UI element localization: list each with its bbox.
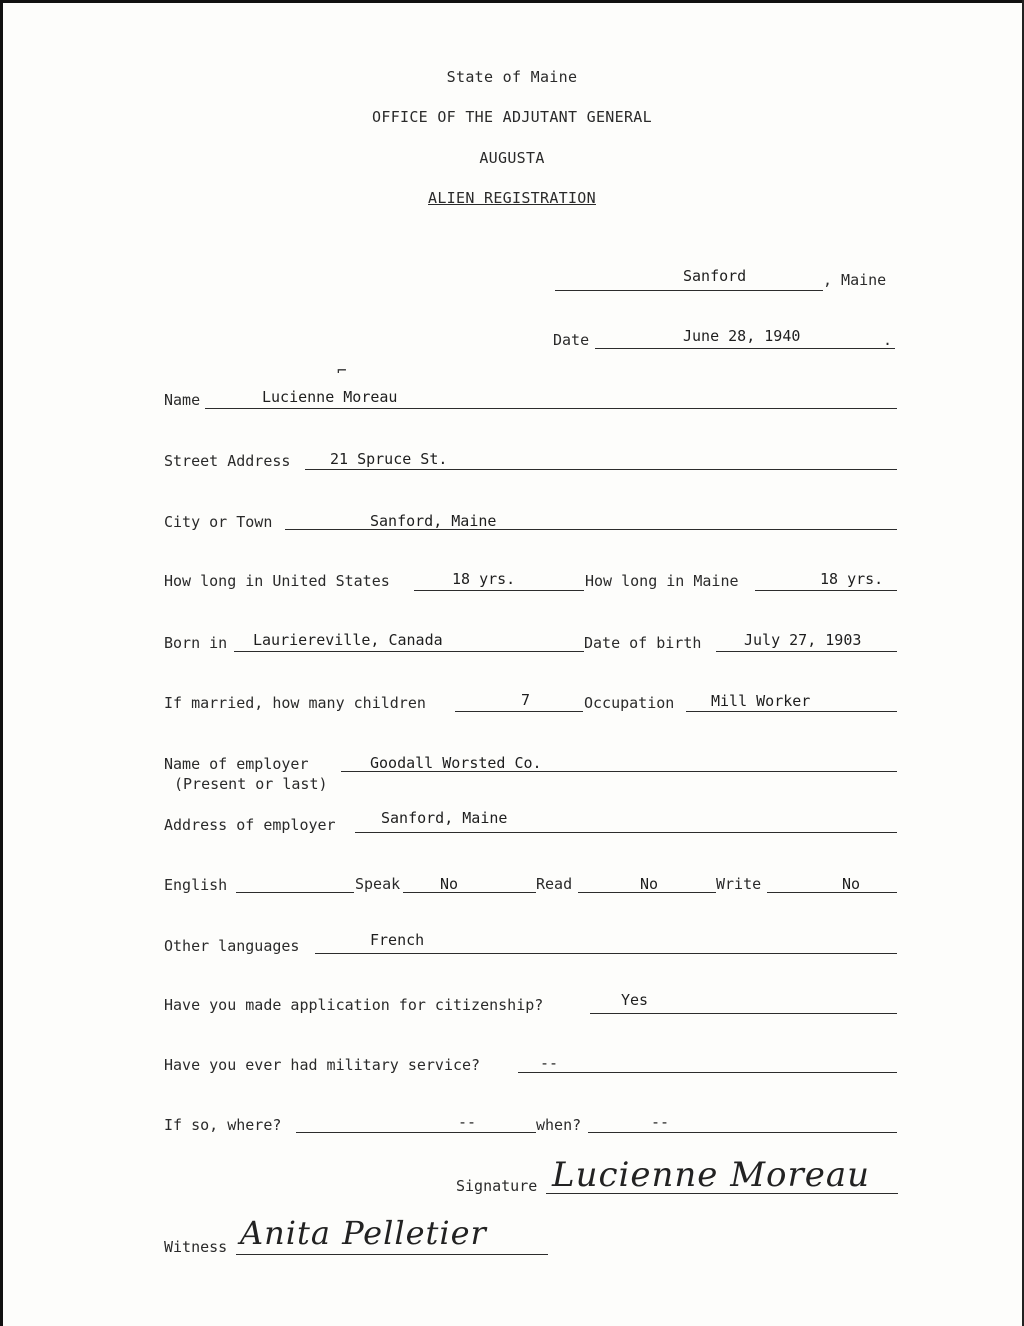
- read-value: No: [640, 875, 659, 893]
- employer-line: [341, 771, 897, 772]
- place-line: [555, 290, 823, 291]
- speak-value: No: [440, 875, 459, 893]
- header-city: AUGUSTA: [479, 149, 545, 167]
- maine-label: How long in Maine: [585, 572, 739, 590]
- signature-label: Signature: [456, 1177, 538, 1195]
- occupation-line: [686, 711, 897, 712]
- header-office: OFFICE OF THE ADJUTANT GENERAL: [372, 108, 652, 126]
- write-label: Write: [716, 875, 762, 893]
- signature-handwriting: Lucienne Moreau: [552, 1155, 871, 1195]
- handwritten-check-mark: ⌐: [337, 361, 347, 380]
- citizenship-label: Have you made application for citizenship?: [164, 996, 544, 1014]
- maine-value: 18 yrs.: [820, 570, 884, 588]
- when-label: when?: [536, 1116, 582, 1134]
- military-value: --: [540, 1054, 559, 1072]
- where-line: [296, 1132, 536, 1133]
- witness-line: [236, 1254, 548, 1255]
- name-line: [205, 408, 897, 409]
- street-label: Street Address: [164, 452, 291, 470]
- street-value: 21 Spruce St.: [330, 450, 448, 468]
- date-end: .: [883, 331, 893, 349]
- born-label: Born in: [164, 634, 228, 652]
- street-line: [305, 469, 897, 470]
- dob-value: July 27, 1903: [744, 631, 862, 649]
- occupation-label: Occupation: [584, 694, 675, 712]
- city-label: City or Town: [164, 513, 273, 531]
- where-label: If so, where?: [164, 1116, 282, 1134]
- citizenship-line: [590, 1013, 897, 1014]
- city-line: [285, 529, 897, 530]
- us-value: 18 yrs.: [452, 570, 516, 588]
- english-label: English: [164, 876, 228, 894]
- other-languages-value: French: [370, 931, 425, 949]
- other-languages-line: [315, 953, 897, 954]
- name-label: Name: [164, 391, 201, 409]
- read-label: Read: [536, 875, 573, 893]
- read-line: [578, 892, 716, 893]
- witness-handwriting: Anita Pelletier: [240, 1214, 487, 1252]
- speak-label: Speak: [355, 875, 401, 893]
- city-value: Sanford, Maine: [370, 512, 497, 530]
- employer-address-label: Address of employer: [164, 816, 336, 834]
- citizenship-value: Yes: [621, 991, 649, 1009]
- english-line: [236, 892, 354, 893]
- date-label: Date: [553, 331, 590, 349]
- children-label: If married, how many children: [164, 694, 426, 712]
- write-line: [767, 892, 897, 893]
- us-line: [414, 590, 584, 591]
- dob-line: [716, 651, 897, 652]
- occupation-value: Mill Worker: [711, 692, 811, 710]
- scan-edge-top: [0, 0, 1024, 3]
- employer-label: Name of employer: [164, 755, 309, 773]
- form-title: [0, 189, 1024, 207]
- place-value: Sanford: [683, 267, 747, 285]
- form-title-text: ALIEN REGISTRATION: [428, 189, 596, 207]
- where-value: --: [458, 1113, 477, 1131]
- maine-line: [755, 590, 897, 591]
- military-line: [518, 1072, 897, 1073]
- us-label: How long in United States: [164, 572, 390, 590]
- signature-line: [546, 1193, 898, 1194]
- when-line: [588, 1132, 897, 1133]
- witness-label: Witness: [164, 1238, 228, 1256]
- employer-sublabel: (Present or last): [174, 775, 328, 793]
- children-line: [455, 711, 583, 712]
- date-value: June 28, 1940: [683, 327, 801, 345]
- write-value: No: [842, 875, 861, 893]
- children-value: 7: [521, 691, 531, 709]
- date-line: [595, 348, 895, 349]
- employer-address-line: [355, 832, 897, 833]
- military-label: Have you ever had military service?: [164, 1056, 481, 1074]
- born-line: [234, 651, 584, 652]
- header-state: State of Maine: [446, 68, 578, 86]
- name-value: Lucienne Moreau: [262, 388, 398, 406]
- when-value: --: [651, 1113, 670, 1131]
- employer-address-value: Sanford, Maine: [381, 809, 508, 827]
- speak-line: [403, 892, 536, 893]
- born-value: Lauriereville, Canada: [253, 631, 443, 649]
- place-suffix: , Maine: [823, 271, 887, 289]
- other-languages-label: Other languages: [164, 937, 300, 955]
- dob-label: Date of birth: [584, 634, 702, 652]
- employer-value: Goodall Worsted Co.: [370, 754, 542, 772]
